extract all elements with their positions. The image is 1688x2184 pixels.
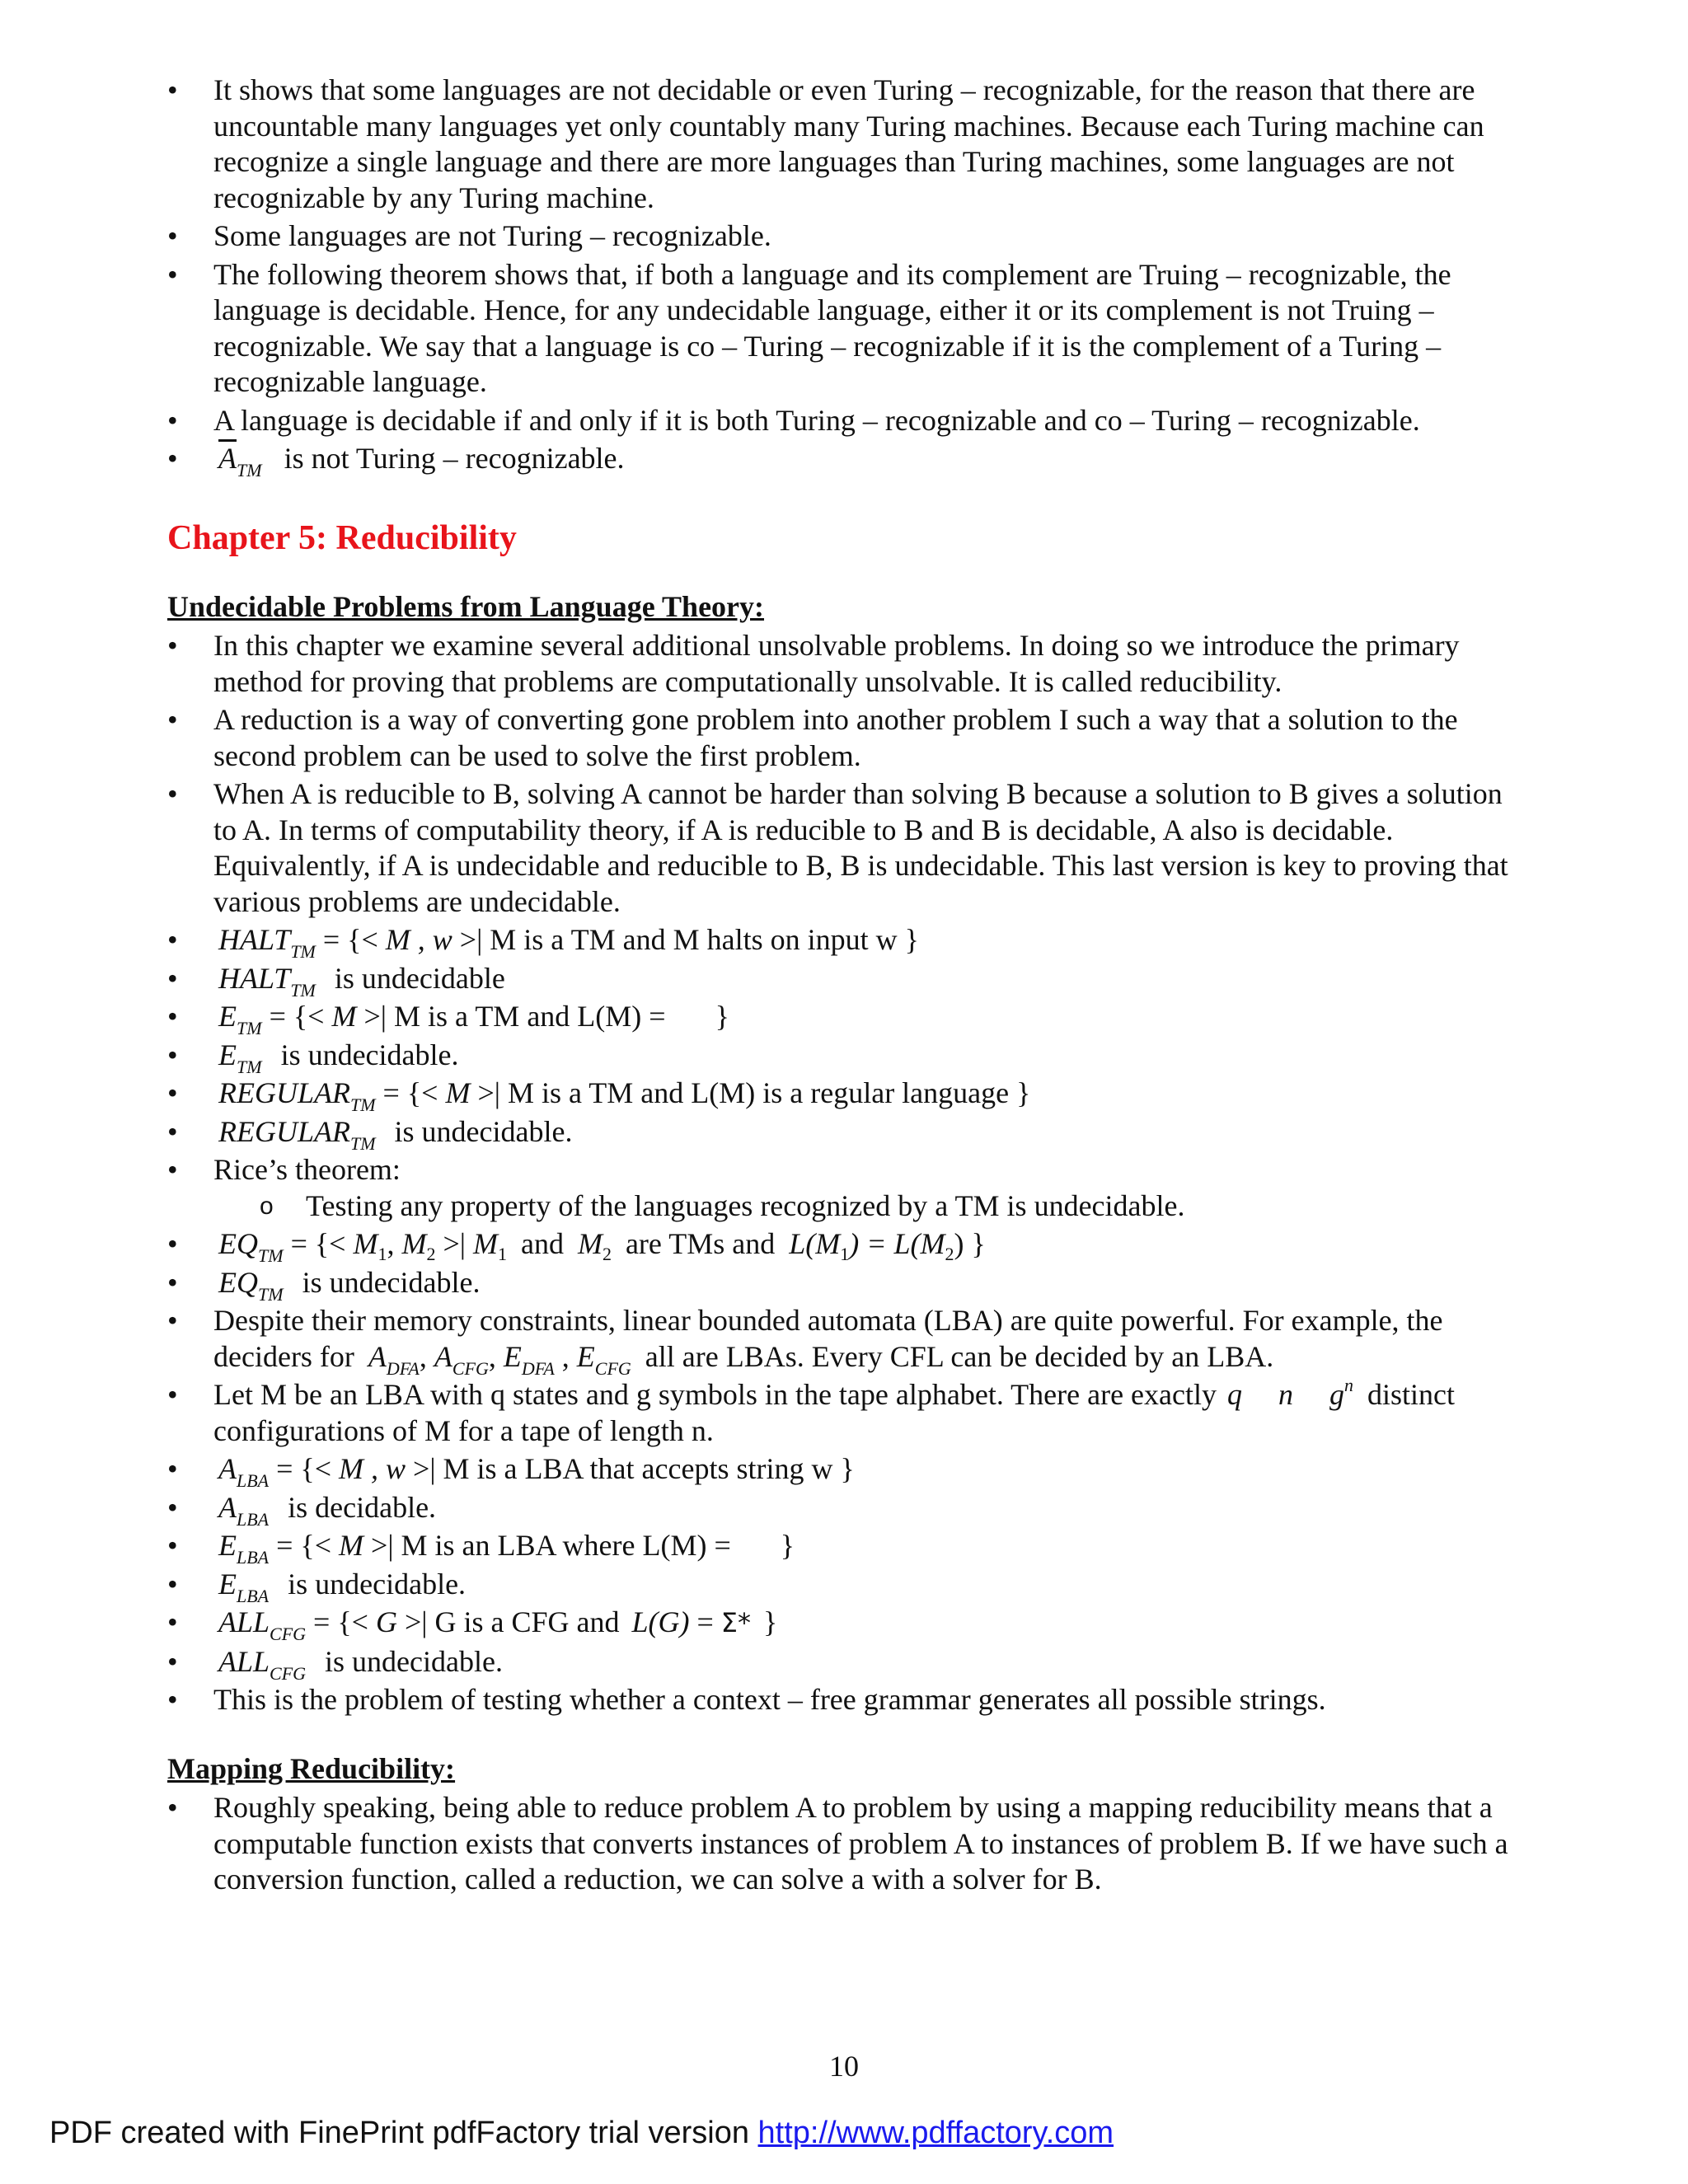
math-subscript: LBA [237,1547,270,1568]
math-operator: } [715,1000,729,1033]
math-subscript: TM [237,1018,262,1038]
math-text: is undecidable. [394,1114,573,1148]
math-operator: = {< [375,1076,446,1109]
math-text: M is a LBA that accepts string w } [443,1452,855,1485]
list-item-elba-def [167,1528,1519,1568]
list-item-allcfg-undecidable [167,1644,1519,1684]
math-symbol: E [218,1038,237,1071]
list-item: • When A is reducible to B, solving A cannot be harder than solving B because a solution to B gives a solution to A. In terms of computability theory, if A is reducible to B and B is decidable, A also is decidable. Equivalently, if A is undecidable and reducible to B, B is undecidable. This last version is key to proving that various problems are undecidable. [167,776,1519,920]
math-variable: L(G) [631,1605,690,1638]
math-symbol: A [368,1339,387,1373]
math-variable: n [1278,1378,1293,1411]
math-subscript: 1 [377,1244,387,1264]
list-item: • A reduction is a way of converting gone problem into another problem I such a way that a solution to the second problem can be used to solve the first problem. [167,702,1519,774]
math-variables: M [445,1076,471,1109]
section2-bullet-list [167,1790,1519,1898]
math-subscript: TM [237,1056,262,1077]
sub-list-item: o Testing any property of the languages recognized by a TM is undecidable. [260,1188,1519,1225]
math-symbol: ALL [218,1605,270,1638]
math-variable: g [1329,1378,1344,1411]
section1-bullet-list [167,628,1519,1718]
math-subscript: CFG [452,1357,489,1379]
list-item-eq-def: • $EQ_{TM}$ = {< $M_1$, $M_2$ >| $M_1$ and $M_2$ are TMs and $L(M_1) = L(M_2)$ } [167,1226,1519,1263]
math-subscript: CFG [270,1662,307,1684]
math-subscript: LBA [237,1508,270,1530]
list-item: • Some languages are not Turing – recognizable. [167,218,1519,255]
math-operator: = {< [269,1529,340,1562]
list-item-lba-config [167,1377,1519,1449]
math-symbol: E [218,1567,237,1601]
math-operator: } [762,1605,778,1638]
math-text: is undecidable. [280,1038,459,1071]
list-item: • The following theorem shows that, if both a language and its complement are Truing – recognizable, the language is decidable. Hence, for any undecidable language, either it or its complement is not Truing – recognizable. We say that a language is co – Turing – recognizable if it is the complement of a Turing – recognizable language. [167,257,1519,401]
math-subscript: 2 [602,1244,612,1264]
math-text: is undecidable. [325,1644,503,1678]
math-text: M is an LBA where L(M) = [401,1529,731,1562]
math-operator: } [780,1529,795,1562]
math-operator: = {< [315,923,386,956]
math-symbol: A [218,1490,237,1524]
math-subscript: 2 [426,1244,436,1264]
math-variable: M [472,1227,498,1260]
math-subscript: 2 [945,1244,954,1264]
math-variables: M [331,1000,357,1033]
math-text: is undecidable. [302,1265,481,1299]
footer-text: PDF created with FinePrint pdfFactory trial version [49,2116,758,2150]
math-variable: ) = L(M [849,1227,945,1260]
list-item-eq-undecidable [167,1265,1519,1305]
math-subscript: LBA [237,1585,270,1606]
math-subscript: 1 [840,1244,850,1264]
math-symbol: E [503,1339,522,1373]
math-symbol: ALL [218,1644,270,1678]
list-item-elba-undecidable [167,1567,1519,1606]
math-subscript: TM [290,941,316,962]
math-symbol: A [434,1339,452,1373]
math-subscript: 1 [497,1244,507,1264]
math-operator: = {< [283,1227,354,1260]
math-subscript: CFG [594,1357,631,1379]
math-variables: M , w [339,1452,406,1485]
section-heading-undecidable: Undecidable Problems from Language Theory: [167,589,765,623]
math-operator: = {< [269,1452,340,1485]
math-subscript: TM [258,1245,284,1266]
math-variables: M [339,1529,364,1562]
pdf-footer [49,2116,1114,2151]
math-variable: M [577,1227,603,1260]
math-symbol: A [218,1452,237,1485]
math-symbol: REGULAR [218,1076,350,1109]
list-item: • Roughly speaking, being able to reduce problem A to problem by using a mapping reducibility means that a computable function exists that converts instances of problem A to instances of problem B. If we have such a conversion function, called a reduction, we can solve a with a solver for B. [167,1790,1519,1898]
list-item-regular-def [167,1076,1519,1115]
list-item-atm [167,441,1519,480]
math-subscript: TM [349,1094,376,1115]
math-symbol: EQ [218,1265,258,1299]
math-variable: L(M [789,1227,841,1260]
list-item-alba-def [167,1451,1519,1491]
math-text: is undecidable. [288,1567,467,1601]
math-text: and [520,1227,564,1260]
math-variable: q [1227,1378,1242,1411]
math-symbol: E [218,1529,237,1562]
math-operator: >| [356,1000,394,1033]
math-symbol: HALT [218,923,291,956]
math-text: is undecidable [334,961,505,995]
list-item: • In this chapter we examine several additional unsolvable problems. In doing so we introduce the primary method for proving that problems are computationally unsolvable. It is called reducibility. [167,628,1519,700]
page-number: 10 [829,2050,859,2083]
math-subscript: TM [349,1132,376,1154]
math-variable: M [353,1227,378,1260]
math-operator: >| [470,1076,508,1109]
math-symbol: E [576,1339,595,1373]
page-content [167,73,1519,1900]
atm-text: is not Turing – recognizable. [284,442,625,475]
math-subscript: CFG [270,1624,307,1644]
math-subscript: DFA [521,1357,555,1379]
list-item: • A language is decidable if and only if it is both Turing – recognizable and co – Turing – recognizable. [167,403,1519,439]
math-variables: G [375,1605,397,1638]
math-operator: = [689,1605,721,1638]
list-item: • This is the problem of testing whether a context – free grammar generates all possible strings. [167,1682,1519,1718]
list-item-etm-def [167,999,1519,1038]
math-text: is decidable. [288,1490,437,1524]
math-text: M is a TM and M halts on input w } [490,923,919,956]
math-operator: >| [363,1529,401,1562]
list-item-halt-undecidable [167,961,1519,1001]
atm-symbol: $\overline{A}$ [218,442,237,475]
rice-label: Rice’s theorem: [213,1153,401,1186]
list-item: • It shows that some languages are not decidable or even Turing – recognizable, for the reason that there are uncountable many languages yet only countably many Turing machines. Because each Turing machine can recognize a single language and there are more languages than Turing machines, some languages are not recognizable by any Turing machine. [167,73,1519,216]
sigma-star: Σ* [720,1607,751,1638]
intro-bullet-list [167,73,1519,480]
math-subscript: TM [290,979,316,1001]
lba-after-text: all are LBAs. Every CFL can be decided by an LBA. [645,1339,1274,1373]
section-heading-mapping: Mapping Reducibility: [167,1751,456,1785]
math-text: are TMs and [625,1227,776,1260]
math-symbol: EQ [218,1227,258,1260]
math-exponent: n [1344,1375,1353,1395]
math-operator: ) } [954,1227,986,1260]
chapter-title: Chapter 5: Reducibility [167,518,517,557]
footer-link[interactable]: http://www.pdffactory.com [757,2116,1114,2150]
math-text: M is a TM and L(M) = [393,1000,666,1033]
list-item-rice [167,1152,1519,1224]
list-item-etm-undecidable [167,1038,1519,1077]
math-symbol: REGULAR [218,1114,350,1148]
math-operator: = {< [261,1000,332,1033]
list-item-halt-def [167,922,1519,962]
math-subscript: TM [258,1283,284,1305]
math-operator: >| [435,1227,473,1260]
math-variable: M [401,1227,427,1260]
math-operator: >| [396,1605,435,1638]
rice-sub-list [213,1188,1519,1225]
math-operator: >| [406,1452,443,1485]
atm-subscript: TM [237,460,262,480]
list-item-allcfg-def [167,1605,1519,1642]
math-symbol: E [218,1000,237,1033]
math-variables: M , w [385,923,452,956]
list-item-alba-decidable [167,1490,1519,1530]
math-text: M is a TM and L(M) is a regular language } [507,1076,1031,1109]
list-item-lba-intro: • Despite their memory constraints, linear bounded automata (LBA) are quite powerful. For example, the deciders for $A_{DFA}$, $A_{CFG}$, $E_{DFA}$ , $E_{CFG}$ all are LBAs. Every CFL can be decided by an LBA. [167,1303,1519,1375]
math-text: G is a CFG and [434,1605,620,1638]
list-item-regular-undecidable [167,1114,1519,1154]
math-subscript: DFA [386,1357,420,1379]
lba-config-text: Let M be an LBA with q states and g symbols in the tape alphabet. There are exactly [213,1378,1217,1411]
math-symbol: HALT [218,961,291,995]
math-operator: = {< [306,1605,376,1638]
lba-config-text: distinct configurations of M for a tape of length n. [213,1378,1455,1447]
lba-intro-text: Despite their memory constraints, linear bounded automata (LBA) are quite powerful. For example, the deciders for [213,1304,1443,1373]
math-operator: >| [452,923,490,956]
math-subscript: LBA [237,1470,270,1491]
